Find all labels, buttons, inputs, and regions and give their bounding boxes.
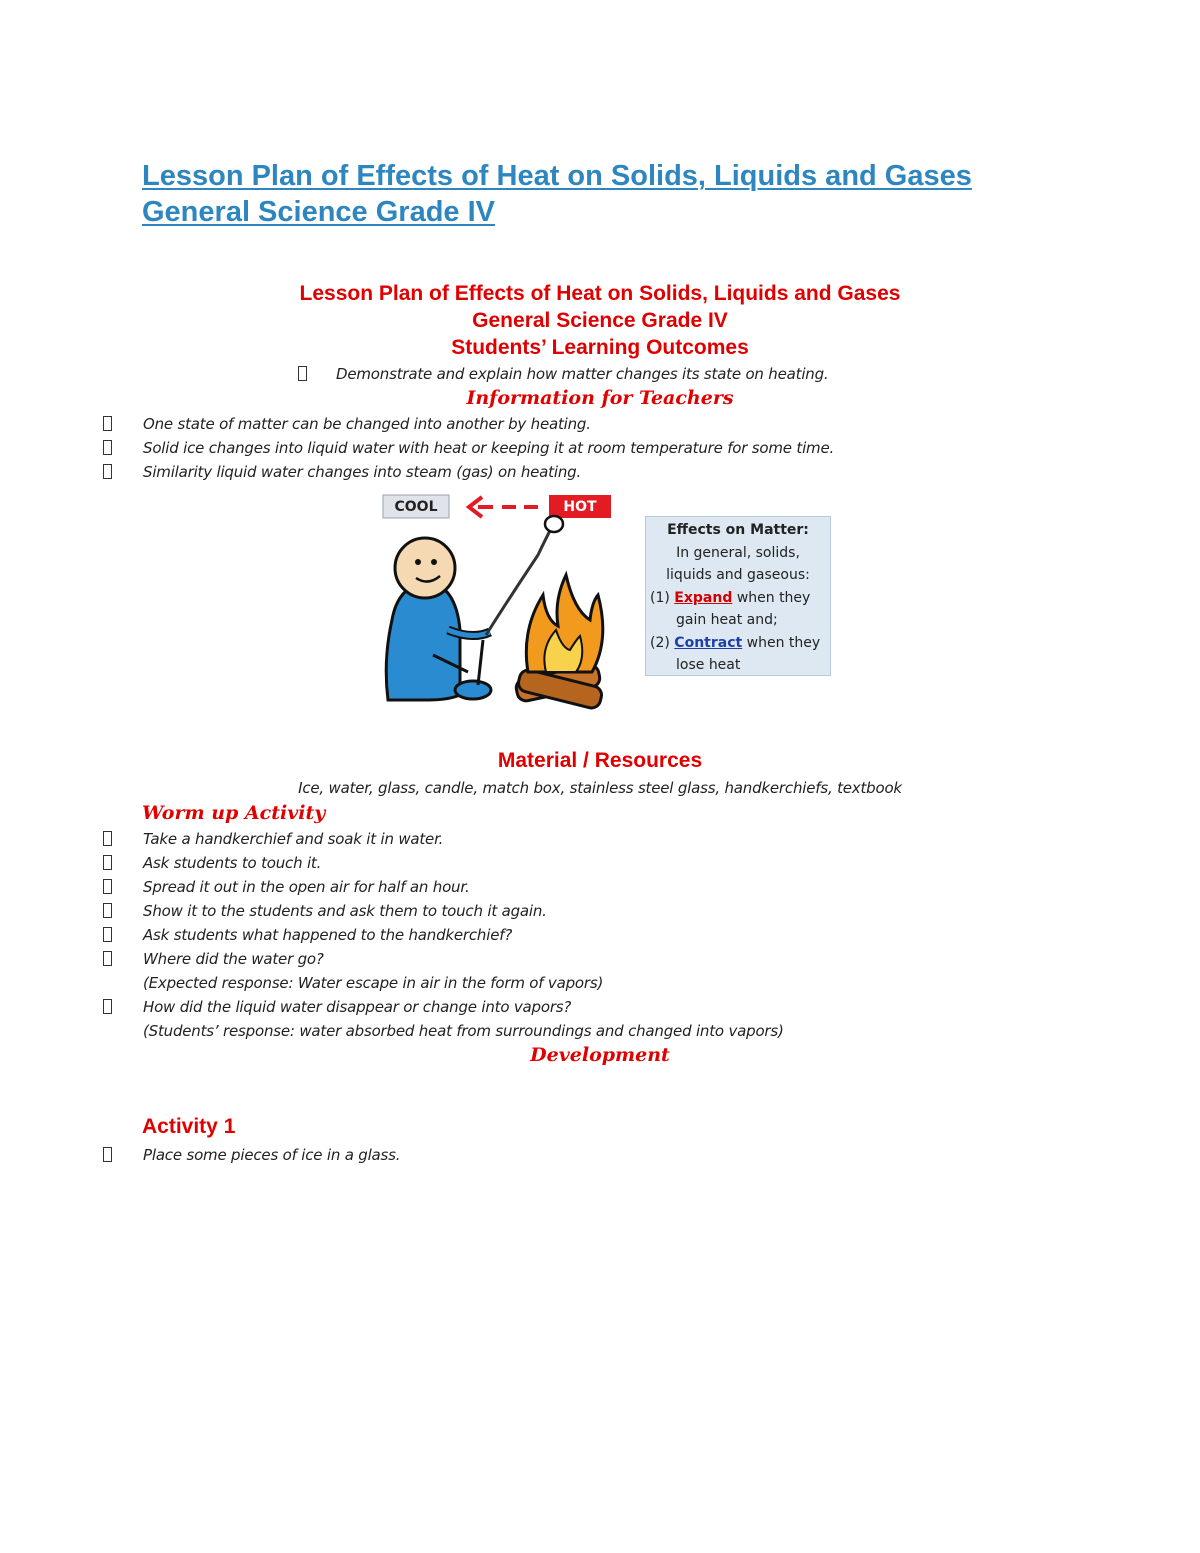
warmup-item: Where did the water go? xyxy=(143,950,324,968)
campfire-icon xyxy=(515,575,604,710)
item-text: when they xyxy=(736,589,811,606)
bullet-icon xyxy=(103,855,112,874)
bullet-icon xyxy=(103,879,112,898)
warmup-item: Ask students to touch it. xyxy=(143,854,322,872)
item-number: (2) xyxy=(650,634,670,651)
item-number: (1) xyxy=(650,589,670,606)
arrow-left-icon xyxy=(469,497,538,517)
cool-label: COOL xyxy=(394,499,438,515)
activity1-item: Place some pieces of ice in a glass. xyxy=(143,1146,401,1164)
document-title-link[interactable]: Lesson Plan of Effects of Heat on Solids, Liquids and Gases General Science Grade IV xyxy=(142,160,972,228)
lesson-title-line2: General Science Grade IV xyxy=(472,309,728,332)
bullet-icon xyxy=(103,927,112,946)
effects-box-item-contract xyxy=(646,632,830,655)
effects-box-title: Effects on Matter: xyxy=(667,522,809,538)
effects-box-line: liquids and gaseous: xyxy=(666,567,810,583)
activity1-heading: Activity 1 xyxy=(142,1115,236,1138)
bullet-icon xyxy=(103,999,112,1018)
bullet-icon xyxy=(298,366,307,385)
info-item: Solid ice changes into liquid water with heat or keeping it at room temperature for some time. xyxy=(143,439,835,457)
slo-item: Demonstrate and explain how matter changes its state on heating. xyxy=(336,365,829,383)
bullet-icon xyxy=(103,951,112,970)
effects-box-line: In general, solids, xyxy=(676,544,800,561)
warmup-heading: Worm up Activity xyxy=(142,802,326,824)
warmup-item: Show it to the students and ask them to touch it again. xyxy=(143,902,547,920)
effects-box-line: lose heat xyxy=(676,657,741,673)
bullet-icon xyxy=(103,464,112,483)
effects-on-matter-box xyxy=(645,516,831,676)
warmup-note: (Expected response: Water escape in air in the form of vapors) xyxy=(143,974,604,992)
expand-keyword: Expand xyxy=(674,589,733,606)
development-heading: Development xyxy=(530,1044,670,1066)
info-teachers-heading: Information for Teachers xyxy=(466,387,734,409)
bullet-icon xyxy=(103,831,112,850)
warmup-item: Take a handkerchief and soak it in water. xyxy=(143,830,444,848)
contract-keyword: Contract xyxy=(674,634,743,651)
info-item: One state of matter can be changed into another by heating. xyxy=(143,415,591,433)
warmup-item: Ask students what happened to the handkerchief? xyxy=(143,926,513,944)
bullet-icon xyxy=(103,440,112,459)
lesson-title-line1: Lesson Plan of Effects of Heat on Solids, Liquids and Gases xyxy=(299,282,901,305)
warmup-item: Spread it out in the open air for half an hour. xyxy=(143,878,470,896)
materials-heading: Material / Resources xyxy=(497,749,703,772)
effects-box-item-expand xyxy=(646,587,830,610)
slo-heading: Students’ Learning Outcomes xyxy=(451,336,749,359)
effects-box-line: gain heat and; xyxy=(676,612,778,628)
materials-text: Ice, water, glass, candle, match box, stainless steel glass, handkerchiefs, textbook xyxy=(298,779,902,797)
warmup-note: (Students’ response: water absorbed heat from surroundings and changed into vapors) xyxy=(143,1022,784,1040)
bullet-icon xyxy=(103,416,112,435)
info-item: Similarity liquid water changes into steam (gas) on heating. xyxy=(143,463,582,481)
warmup-item: How did the liquid water disappear or change into vapors? xyxy=(143,998,572,1016)
bullet-icon xyxy=(103,903,112,922)
bullet-icon xyxy=(103,1147,112,1166)
hot-label: HOT xyxy=(563,499,597,515)
item-text: when they xyxy=(746,634,821,651)
